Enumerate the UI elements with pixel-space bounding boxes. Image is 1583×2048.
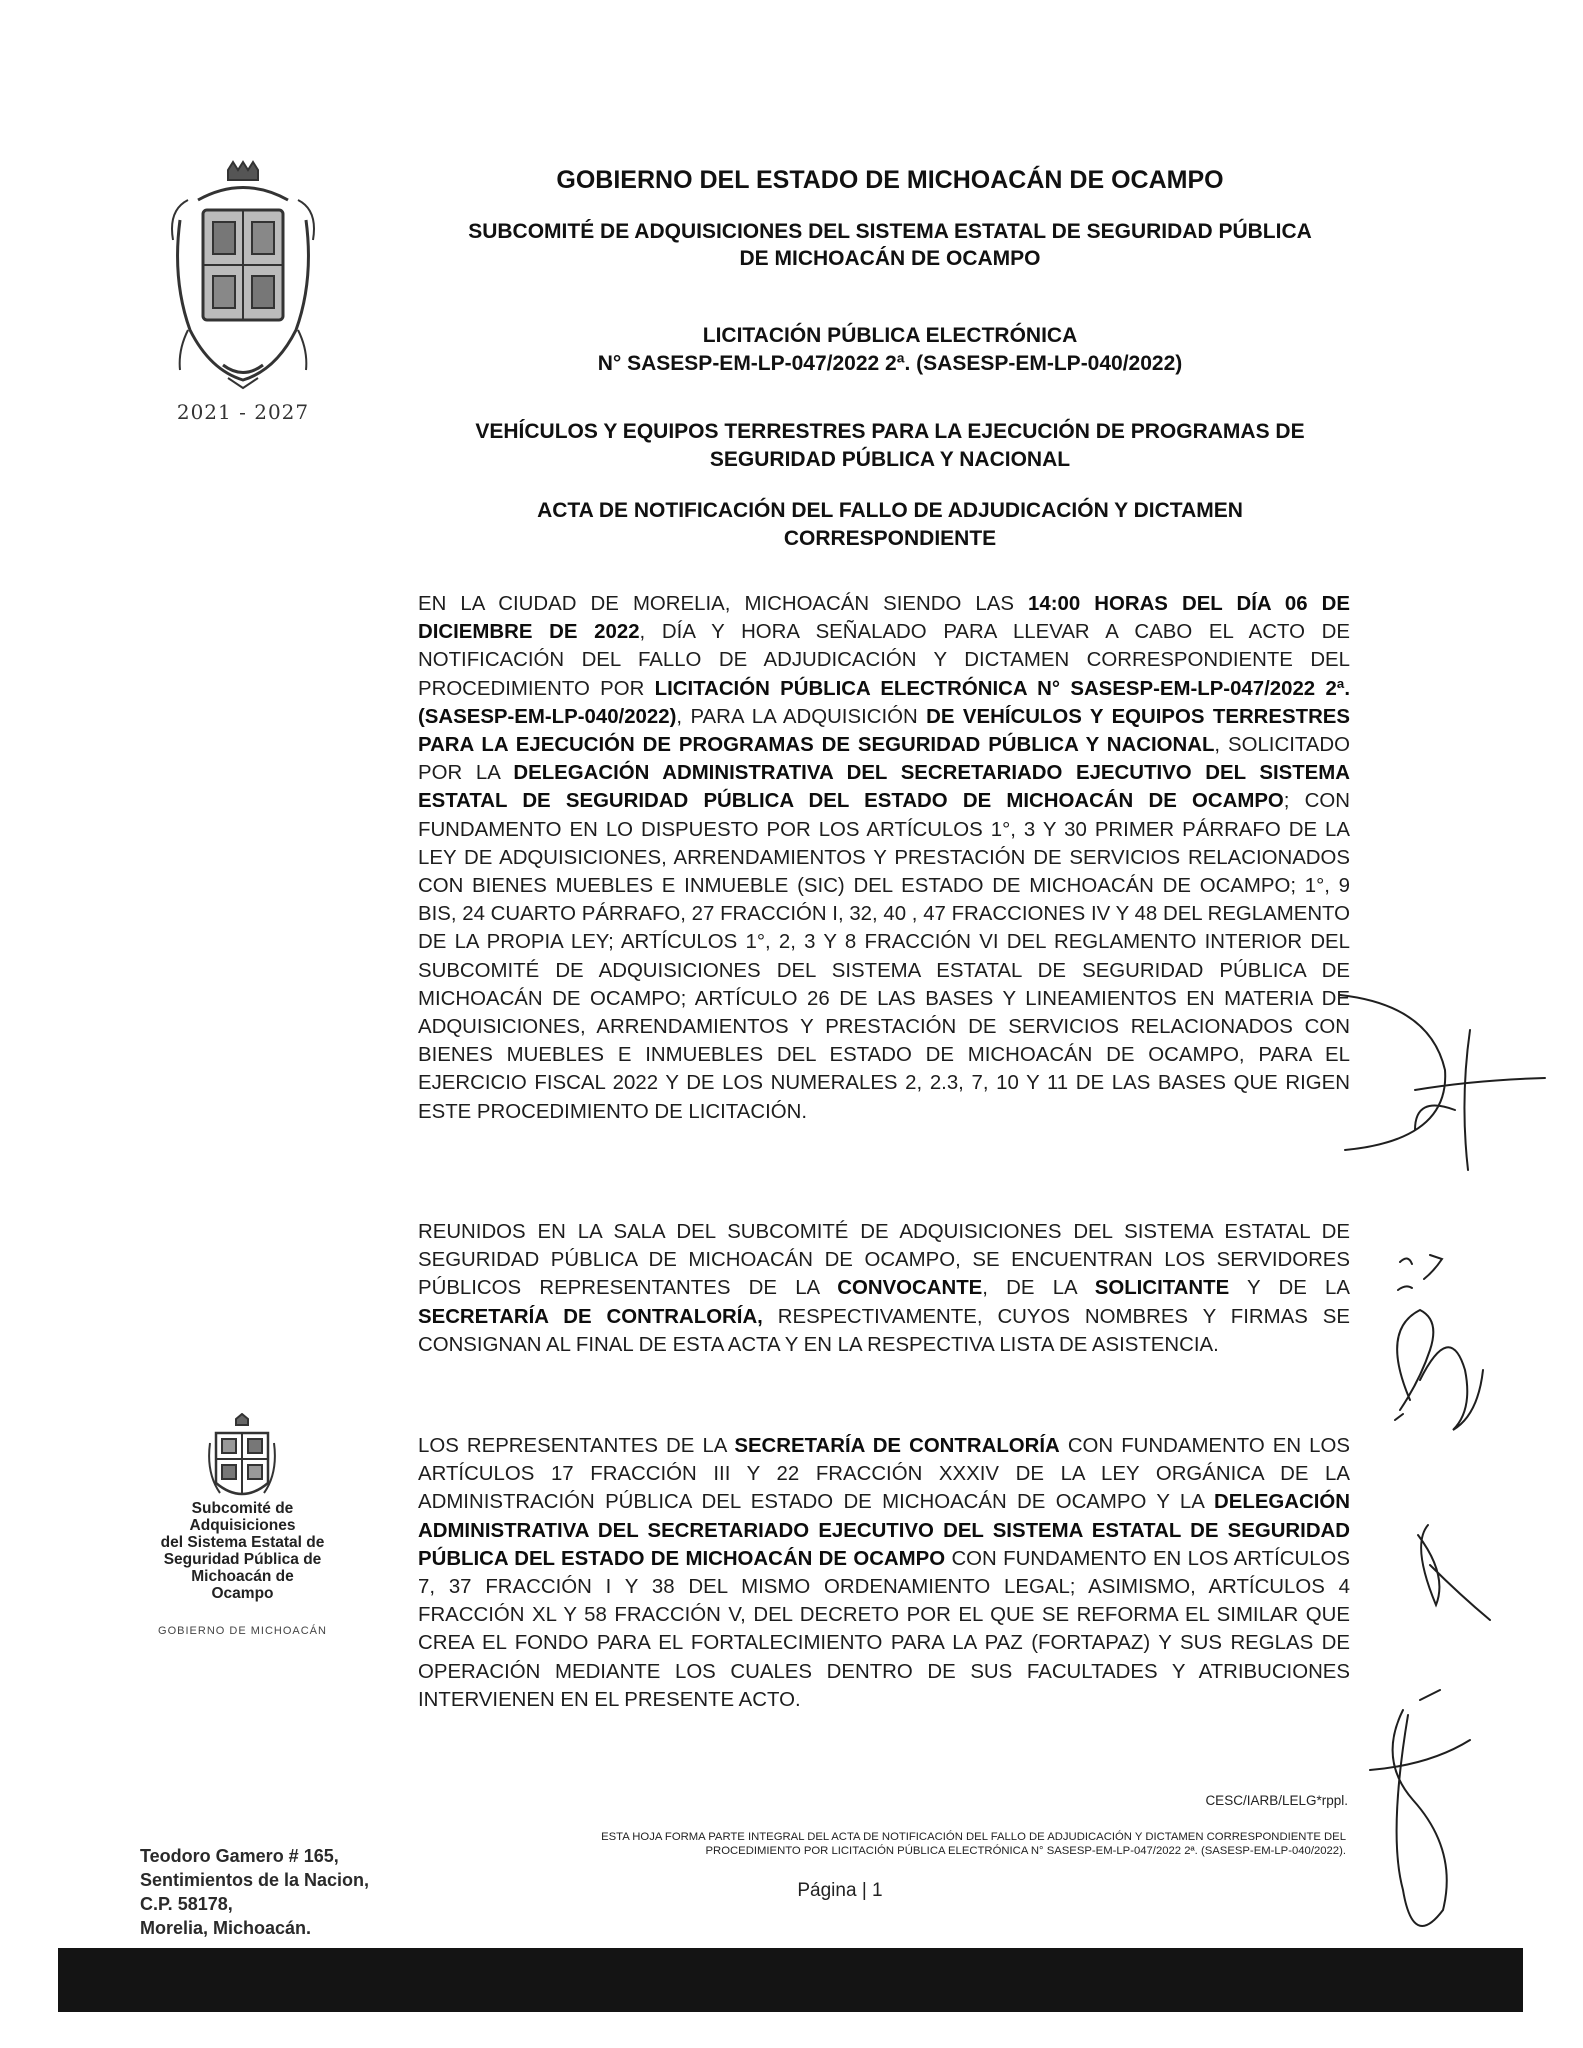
address-block bbox=[140, 1844, 400, 1940]
government-title: GOBIERNO DEL ESTADO DE MICHOACÁN DE OCAMPO bbox=[556, 166, 1224, 194]
p1-tender-ref: LICITACIÓN PÚBLICA ELECTRÓNICA N° SASESP-EM-LP-047/2022 2ª. (SASESP-EM-LP-040/2022) bbox=[418, 677, 1350, 728]
subcommittee-title-line2: DE MICHOACÁN DE OCAMPO bbox=[739, 247, 1041, 270]
note-line-1: ESTA HOJA FORMA PARTE INTEGRAL DEL ACTA DE NOTIFICACIÓN DEL FALLO DE ADJUDICACIÓN Y DICTAMEN CORRESPONDIENTE DEL bbox=[601, 1831, 1346, 1843]
subcommittee-name-line: Subcomité de bbox=[191, 1500, 294, 1517]
p3-delegation: DELEGACIÓN ADMINISTRATIVA DEL SECRETARIADO EJECUTIVO DEL SISTEMA ESTATAL DE SEGURIDAD PÚBLICA DEL ESTADO DE MICHOACÁN DE OCAMPO bbox=[418, 1491, 1350, 1570]
p3-text-1: LOS REPRESENTANTES DE LA bbox=[418, 1435, 735, 1457]
tender-subject-line2: SEGURIDAD PÚBLICA Y NACIONAL bbox=[709, 448, 1071, 471]
p2-text-4: RESPECTIVAMENTE, CUYOS NOMBRES Y FIRMAS SE CONSIGNAN AL FINAL DE ESTA ACTA Y EN LA RESPECTIVA LISTA DE ASISTENCIA. bbox=[418, 1305, 1351, 1356]
paragraph-opening bbox=[418, 590, 1350, 1126]
p3-text-2: CON FUNDAMENTO EN LOS ARTÍCULOS 17 FRACCIÓN III Y 22 FRACCIÓN XXXIV DE LA LEY ORGÁNICA DE LA ADMINISTRACIÓN PÚBLICA DEL ESTADO DE MICHOACÁN DE OCAMPO Y LA bbox=[418, 1435, 1350, 1514]
address-line: Sentimientos de la Nacion, bbox=[140, 1870, 370, 1890]
subcommittee-name-line: Ocampo bbox=[211, 1585, 274, 1602]
signature-1-icon bbox=[1340, 995, 1545, 1170]
address-line: C.P. 58178, bbox=[140, 1894, 233, 1914]
paragraph-representatives bbox=[418, 1432, 1350, 1714]
p1-text-4: , SOLICITADO POR LA bbox=[418, 734, 1350, 785]
p1-acquisition-subject: DE VEHÍCULOS Y EQUIPOS TERRESTRES PARA LA EJECUCIÓN DE PROGRAMAS DE SEGURIDAD PÚBLICA Y NACIONAL bbox=[418, 705, 1350, 757]
signature-3-icon bbox=[1395, 1310, 1483, 1430]
p2-text-3: Y DE LA bbox=[1229, 1277, 1350, 1300]
act-title-line1: ACTA DE NOTIFICACIÓN DEL FALLO DE ADJUDICACIÓN Y DICTAMEN bbox=[537, 499, 1243, 522]
act-title bbox=[410, 497, 1370, 553]
state-coat-of-arms-icon bbox=[168, 160, 318, 395]
tender-number: N° SASESP-EM-LP-047/2022 2ª. (SASESP-EM-LP-040/2022) bbox=[597, 352, 1183, 375]
p3-contraloria: SECRETARÍA DE CONTRALORÍA bbox=[734, 1435, 1060, 1457]
page-number: Página | 1 bbox=[797, 1880, 883, 1901]
government-label: GOBIERNO DE MICHOACÁN bbox=[158, 1625, 327, 1637]
p1-text-3: , PARA LA ADQUISICIÓN bbox=[676, 705, 927, 728]
p1-text-1: EN LA CIUDAD DE MORELIA, MICHOACÁN SIENDO LAS bbox=[418, 593, 1029, 615]
subcommittee-title-line1: SUBCOMITÉ DE ADQUISICIONES DEL SISTEMA ESTATAL DE SEGURIDAD PÚBLICA bbox=[468, 220, 1312, 243]
p1-requesting-unit: DELEGACIÓN ADMINISTRATIVA DEL SECRETARIADO EJECUTIVO DEL SISTEMA ESTATAL DE SEGURIDAD PÚBLICA DEL ESTADO DE MICHOACÁN DE OCAMPO bbox=[418, 762, 1350, 813]
p2-text-2: , DE LA bbox=[982, 1277, 1095, 1300]
subcommittee-name-line: del Sistema Estatal de bbox=[160, 1534, 325, 1551]
integral-sheet-note bbox=[440, 1830, 1346, 1858]
address-line: Morelia, Michoacán. bbox=[140, 1918, 312, 1938]
p1-date-time: 14:00 HORAS DEL DÍA 06 DE DICIEMBRE DE 2022 bbox=[418, 593, 1350, 644]
signature-5-icon bbox=[1370, 1690, 1470, 1926]
p1-text-2: , DÍA Y HORA SEÑALADO PARA LLEVAR A CABO EL ACTO DE NOTIFICACIÓN DEL FALLO DE ADJUDICACIÓN Y DICTAMEN CORRESPONDIENTE DEL PROCEDIMIENTO POR bbox=[418, 621, 1350, 700]
p2-text-1: REUNIDOS EN LA SALA DEL SUBCOMITÉ DE ADQUISICIONES DEL SISTEMA ESTATAL DE SEGURIDAD PÚBLICA DE MICHOACÁN DE OCAMPO, SE ENCUENTRAN LOS SERVIDORES PÚBLICOS REPRESENTANTES DE LA bbox=[418, 1221, 1350, 1300]
address-line: Teodoro Gamero # 165, bbox=[140, 1846, 339, 1866]
tender-type: LICITACIÓN PÚBLICA ELECTRÓNICA bbox=[702, 324, 1078, 347]
signature-2-icon bbox=[1398, 1255, 1442, 1290]
tender-heading bbox=[410, 322, 1370, 378]
administration-years: 2021 - 2027 bbox=[176, 400, 310, 424]
subcommittee-seal-icon bbox=[206, 1413, 278, 1509]
note-line-2: PROCEDIMIENTO POR LICITACIÓN PÚBLICA ELECTRÓNICA N° SASESP-EM-LP-047/2022 2ª. (SASESP-EM-LP-040/2022). bbox=[705, 1845, 1346, 1857]
signature-4-icon bbox=[1418, 1525, 1490, 1620]
subcommittee-name bbox=[135, 1500, 350, 1602]
p2-solicitante: SOLICITANTE bbox=[1094, 1277, 1230, 1300]
p3-text-3: CON FUNDAMENTO EN LOS ARTÍCULOS 7, 37 FRACCIÓN I Y 38 DEL MISMO ORDENAMIENTO LEGAL; ASIMISMO, ARTÍCULOS 4 FRACCIÓN XL Y 58 FRACCIÓN V, DEL DECRETO POR EL QUE SE REFORMA EL SIMILAR QUE CREA EL FONDO PARA EL FORTALECIMIENTO PARA LA PAZ (FORTAPAZ) Y SUS REGLAS DE OPERACIÓN MEDIANTE LOS CUALES DENTRO DE SUS FACULTADES Y ATRIBUCIONES INTERVIENEN EN EL PRESENTE ACTO. bbox=[418, 1547, 1350, 1711]
bottom-scan-bar bbox=[58, 1948, 1523, 2012]
act-title-line2: CORRESPONDIENTE bbox=[783, 527, 997, 550]
tender-subject bbox=[410, 418, 1370, 474]
p1-legal-basis: ; CON FUNDAMENTO EN LO DISPUESTO POR LOS ARTÍCULOS 1°, 3 Y 30 PRIMER PÁRRAFO DE LA LEY DE ADQUISICIONES, ARRENDAMIENTOS Y PRESTACIÓN DE SERVICIOS RELACIONADOS CON BIENES MUEBLES E INMUEBLE (SIC) DEL ESTADO DE MICHOACÁN DE OCAMPO; 1°, 9 BIS, 24 CUARTO PÁRRAFO, 27 FRACCIÓN I, 32, 40 , 47 FRACCIONES IV Y 48 DEL REGLAMENTO DE LA PROPIA LEY; ARTÍCULOS 1°, 2, 3 Y 8 FRACCIÓN VI DEL REGLAMENTO INTERIOR DEL SUBCOMITÉ DE ADQUISICIONES DEL SISTEMA ESTATAL DE SEGURIDAD PÚBLICA DE MICHOACÁN DE OCAMPO; ARTÍCULO 26 DE LAS BASES Y LINEAMIENTOS EN MATERIA DE ADQUISICIONES, ARRENDAMIENTOS Y PRESTACIÓN DE SERVICIOS RELACIONADOS CON BIENES MUEBLES E INMUEBLES DEL ESTADO DE MICHOACÁN DE OCAMPO, PARA EL EJERCICIO FISCAL 2022 Y DE LOS NUMERALES 2, 2.3, 7, 10 Y 11 DE LAS BASES QUE RIGEN ESTE PROCEDIMIENTO DE LICITACIÓN. bbox=[418, 790, 1350, 1123]
subcommittee-name-line: Seguridad Pública de bbox=[163, 1551, 322, 1568]
p2-contraloria: SECRETARÍA DE CONTRALORÍA, bbox=[418, 1305, 763, 1328]
drafter-initials: CESC/IARB/LELG*rppl. bbox=[1205, 1793, 1348, 1808]
paragraph-attendees bbox=[418, 1218, 1350, 1359]
tender-subject-line1: VEHÍCULOS Y EQUIPOS TERRESTRES PARA LA EJECUCIÓN DE PROGRAMAS DE bbox=[475, 420, 1305, 443]
p2-convocante: CONVOCANTE bbox=[837, 1277, 983, 1300]
subcommittee-name-line: Michoacán de bbox=[191, 1568, 294, 1585]
subcommittee-title bbox=[410, 218, 1370, 272]
subcommittee-name-line: Adquisiciones bbox=[189, 1517, 296, 1534]
